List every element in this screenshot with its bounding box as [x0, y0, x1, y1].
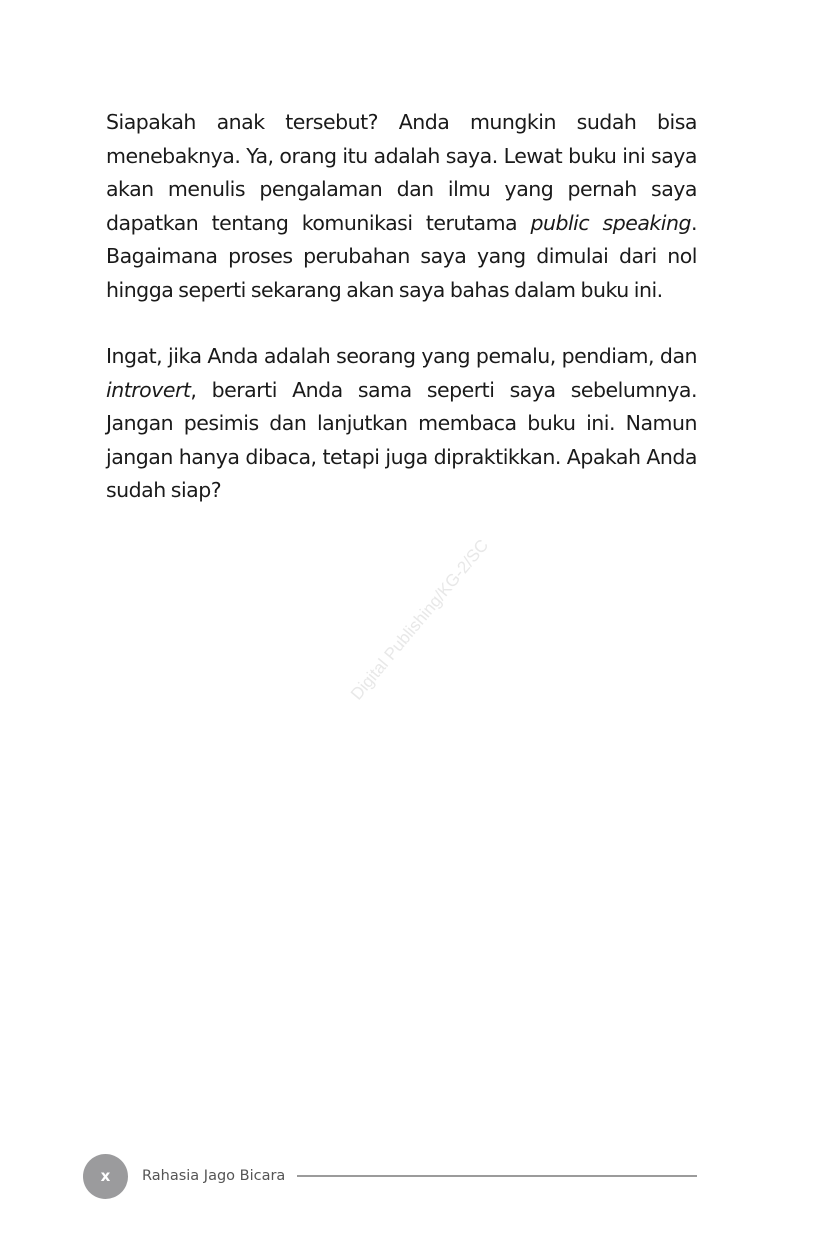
- watermark: Digital Publishing/KG-2/SC: [347, 535, 493, 704]
- text-segment: Ingat, jika Anda adalah seorang yang pemalu, pendiam, dan: [106, 344, 697, 368]
- paragraph-2: [106, 340, 697, 508]
- running-title: Rahasia Jago Bicara: [142, 1168, 286, 1184]
- footer-rule: [297, 1175, 697, 1177]
- italic-term: public speaking: [530, 210, 691, 235]
- text-segment: , berarti Anda sama seperti saya sebelumnya. Jangan pesimis dan lanjutkan membaca buku ini. Namun jangan hanya dibaca, tetapi juga dipraktikkan. Apakah Anda sudah siap?: [106, 377, 697, 502]
- text-segment: . Bagaimana proses perubahan saya yang dimulai dari nol hingga seperti sekarang akan saya bahas dalam buku ini.: [106, 210, 697, 302]
- page-footer: [83, 1154, 697, 1198]
- page-number-badge: x: [83, 1154, 128, 1199]
- text-segment: Siapakah anak tersebut? Anda mungkin sudah bisa menebaknya. Ya, orang itu adalah saya. Lewat buku ini saya akan menulis pengalaman dan ilmu yang pernah saya dapatkan tentang komunikasi terutama: [106, 110, 697, 235]
- italic-term: introvert: [106, 377, 191, 402]
- page-body: [106, 106, 697, 541]
- paragraph-1: [106, 106, 697, 307]
